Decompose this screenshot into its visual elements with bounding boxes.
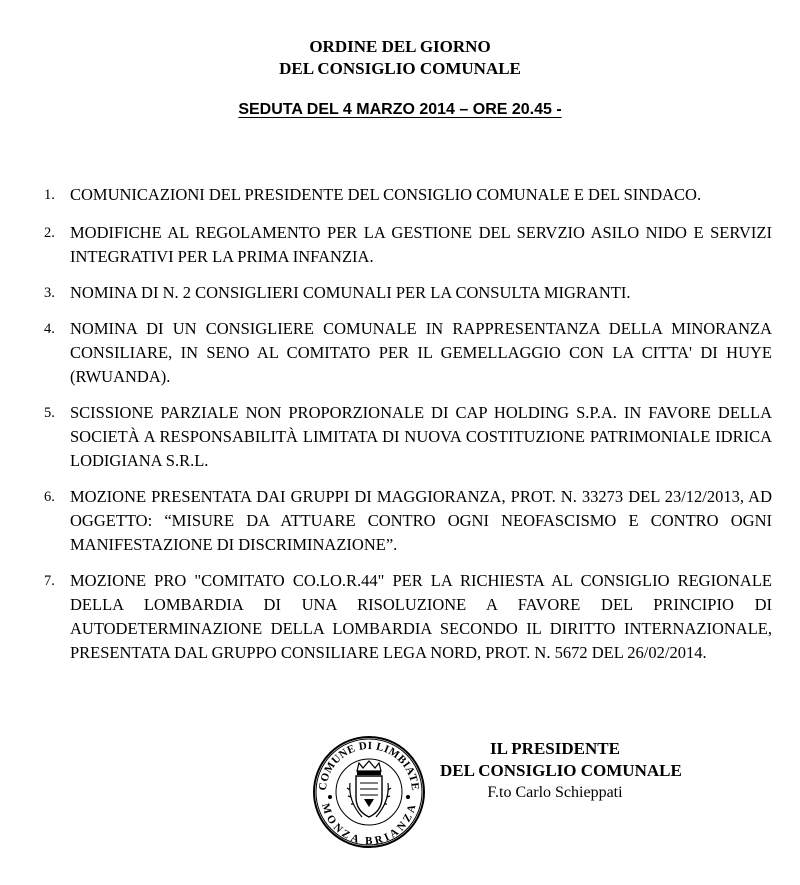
agenda-item-number: 5. xyxy=(44,405,55,421)
agenda-item xyxy=(30,317,772,389)
seal-bottom-text: MONZA BRIANZA xyxy=(319,801,419,848)
session-date-time: SEDUTA DEL 4 MARZO 2014 – ORE 20.45 - xyxy=(238,101,562,118)
agenda-list xyxy=(30,183,772,665)
agenda-item xyxy=(30,281,772,305)
agenda-item-text: NOMINA DI UN CONSIGLIERE COMUNALE IN RAPPRESENTANZA DELLA MINORANZA CONSILIARE, IN SENO AL COMITATO PER IL GEMELLAGGIO CON LA CITTA' DI HUYE (RWUANDA). xyxy=(70,319,772,386)
agenda-item-text: COMUNICAZIONI DEL PRESIDENTE DEL CONSIGLIO COMUNALE E DEL SINDACO. xyxy=(70,185,702,204)
agenda-item-number: 6. xyxy=(44,489,55,505)
agenda-item xyxy=(30,485,772,557)
agenda-item-text: MOZIONE PRO "COMITATO CO.LO.R.44" PER LA RICHIESTA AL CONSIGLIO REGIONALE DELLA LOMBARDIA DI UNA RISOLUZIONE A FAVORE DEL PRINCIPIO DI AUTODETERMINAZIONE DELLA LOMBARDIA SECONDO IL DIRITTO INTERNAZIONALE, PRESENTATA DAL GRUPPO CONSILIARE LEGA NORD, PROT. N. 5672 DEL 26/02/2014. xyxy=(70,571,772,662)
agenda-item-text: NOMINA DI N. 2 CONSIGLIERI COMUNALI PER LA CONSULTA MIGRANTI. xyxy=(70,283,631,302)
municipal-seal-icon xyxy=(312,735,426,849)
agenda-item xyxy=(30,183,772,207)
agenda-item-number: 7. xyxy=(44,573,55,589)
signatory-name: F.to Carlo Schieppati xyxy=(487,784,623,801)
seal-top-text: COMUNE DI LIMBIATE xyxy=(316,739,422,792)
signature-block xyxy=(440,738,682,804)
document-title xyxy=(0,36,800,80)
title-line-1: ORDINE DEL GIORNO xyxy=(309,37,491,56)
agenda-item xyxy=(30,401,772,473)
title-line-2: DEL CONSIGLIO COMUNALE xyxy=(279,59,521,78)
agenda-item-text: MODIFICHE AL REGOLAMENTO PER LA GESTIONE DEL SERVZIO ASILO NIDO E SERVIZI INTEGRATIVI PER LA PRIMA INFANZIA. xyxy=(70,223,772,266)
agenda-item xyxy=(30,569,772,665)
agenda-item-number: 4. xyxy=(44,321,55,337)
agenda-item-number: 1. xyxy=(44,187,55,203)
agenda-item-number: 3. xyxy=(44,285,55,301)
session-heading xyxy=(0,100,800,120)
agenda-item-number: 2. xyxy=(44,225,55,241)
signature-role-line-1: IL PRESIDENTE xyxy=(490,739,620,758)
signature-role-line-2: DEL CONSIGLIO COMUNALE xyxy=(440,761,682,780)
agenda-item-text: SCISSIONE PARZIALE NON PROPORZIONALE DI CAP HOLDING S.P.A. IN FAVORE DELLA SOCIETÀ A RESPONSABILITÀ LIMITATA DI NUOVA COSTITUZIONE PATRIMONIALE IDRICA LODIGIANA S.R.L. xyxy=(70,403,772,470)
agenda-item-text: MOZIONE PRESENTATA DAI GRUPPI DI MAGGIORANZA, PROT. N. 33273 DEL 23/12/2013, AD OGGETTO: “MISURE DA ATTUARE CONTRO OGNI NEOFASCISMO E CONTRO OGNI MANIFESTAZIONE DI DISCRIMINAZIONE”. xyxy=(70,487,772,554)
agenda-item xyxy=(30,221,772,269)
